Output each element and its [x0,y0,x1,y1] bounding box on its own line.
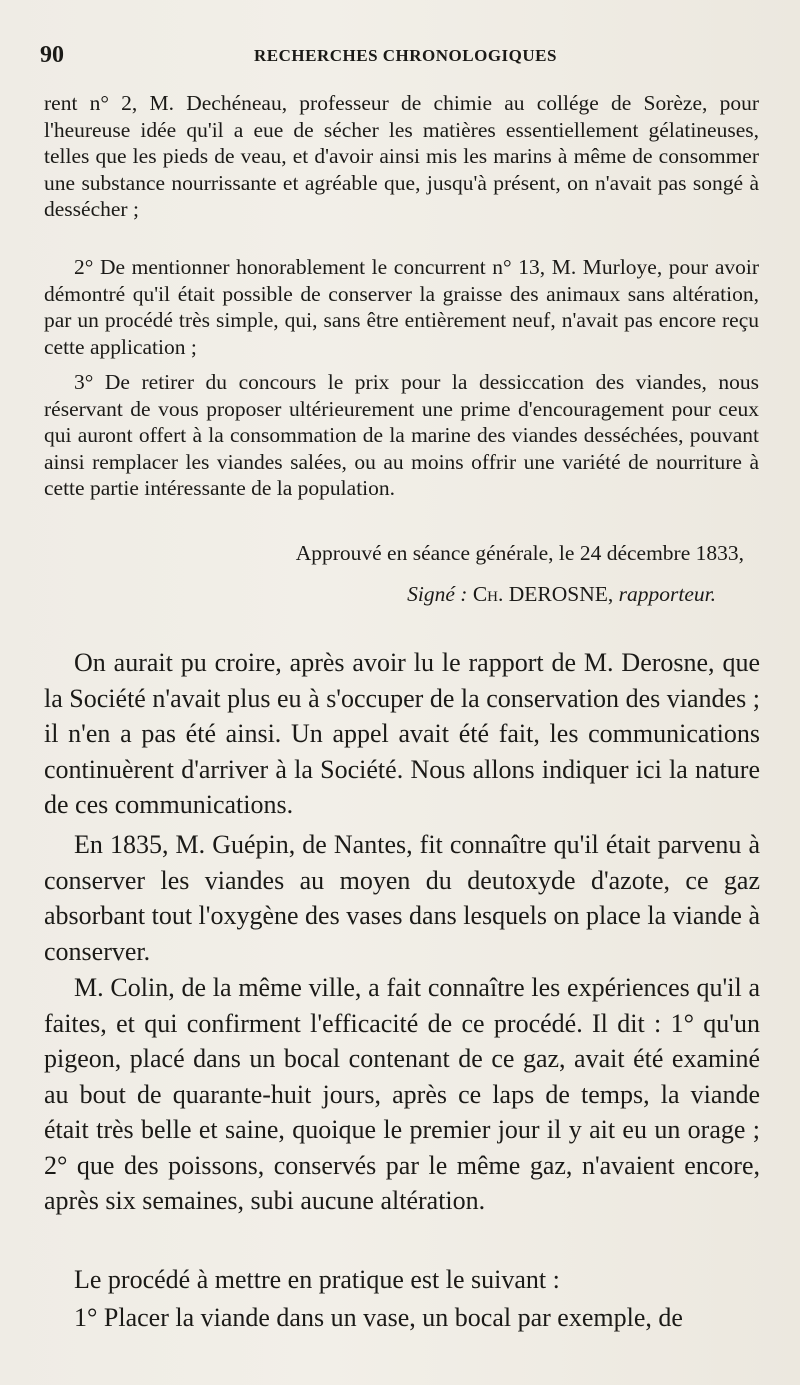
signed-label: Signé : [407,582,468,606]
signed-name: Ch. DEROSNE, [472,582,614,606]
paragraph-withdraw-prize: 3° De retirer du concours le prix pour la dessiccation des viandes, nous réservant de vous proposer ultérieurement une prime d'encouragement pour ceux qui auront offert à la consommation de la marine des viandes desséchées, pouvant ainsi remplacer les viandes salées, ou au moins offrir une variété de nourriture à cette partie intéressante de la population. [44,370,759,500]
approval-line: Approuvé en séance générale, le 24 décembre 1833, [295,541,744,565]
signed-role: rapporteur. [618,582,716,606]
page-header [40,42,760,72]
running-head: RECHERCHES CHRONOLOGIQUES [254,46,557,65]
paragraph-dechenau-award: rent n° 2, M. Dechéneau, professeur de chimie au collége de Sorèze, pour l'heureuse idée qu'il a eue de sécher les matières essentiellement gélatineuses, telles que les pieds de veau, et d'avoir ainsi mis les marins à même de consommer une substance nourrissante et agréable que, jusqu'à présent, on n'avait pas songé à dessécher ; [44,91,759,221]
paragraph-procedure-step1: 1° Placer la viande dans un vase, un bocal par exemple, de [74,1303,683,1332]
paragraph-procedure-intro: Le procédé à mettre en pratique est le suivant : [74,1265,560,1294]
paragraph-derosne-report: On aurait pu croire, après avoir lu le rapport de M. Derosne, que la Société n'avait plus eu à s'occuper de la conservation des viandes ; il n'en a pas été ainsi. Un appel avait été fait, les communications continuèrent d'arriver à la Société. Nous allons indiquer ici la nature de ces communications. [44,648,760,819]
paragraph-murloye-mention: 2° De mentionner honorablement le concurrent n° 13, M. Murloye, pour avoir démontré qu'il était possible de conserver la graisse des animaux sans altération, par un procédé très simple, qui, sans être entièrement neuf, n'avait pas encore reçu cette application ; [44,255,759,359]
signature-line [44,581,716,608]
paragraph-colin: M. Colin, de la même ville, a fait connaître les expériences qu'il a faites, et qui confirment l'efficacité de ce procédé. Il dit : 1° qu'un pigeon, placé dans un bocal contenant de ce gaz, avait été examiné au bout de quarante-huit jours, après ce laps de temps, la viande était très belle et saine, quoique le premier jour il y ait eu un orage ; 2° que des poissons, conservés par le même gaz, n'avaient encore, après six semaines, subi aucune altération. [44,973,760,1215]
page-number: 90 [40,42,64,68]
paragraph-guepin: En 1835, M. Guépin, de Nantes, fit connaître qu'il était parvenu à conserver les viandes au moyen du deutoxyde d'azote, ce gaz absorbant tout l'oxygène des vases dans lesquels on place la viande à conserver. [44,830,760,966]
